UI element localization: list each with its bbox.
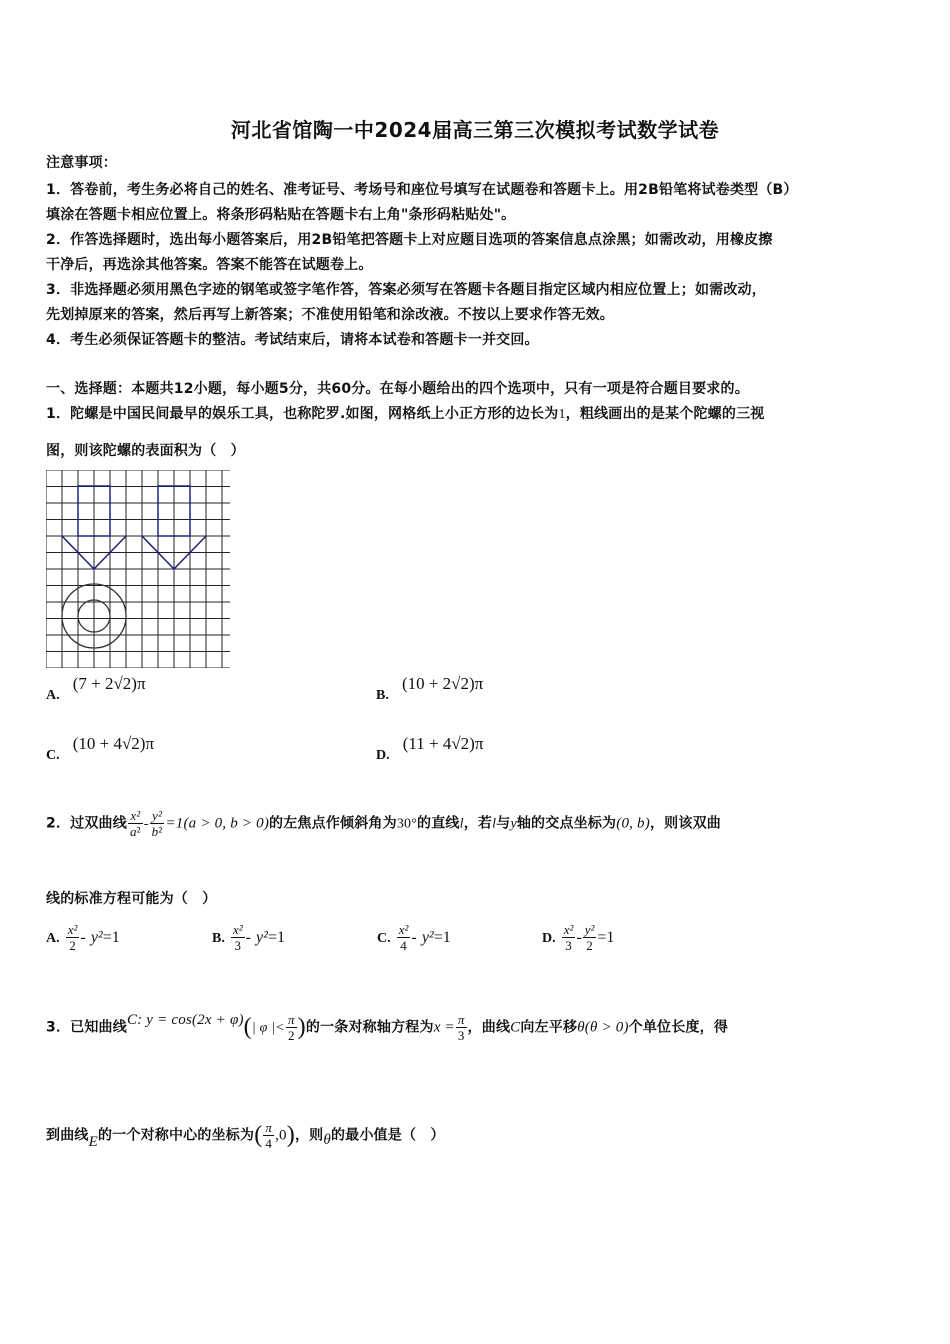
question-3-line-2: 到曲线E的一个对称中心的坐标为( $\frac{\pi}{4}$ ,0)，则θ的最小值是（ ）: [46, 1120, 445, 1151]
section-heading: 一、选择题：本题共12小题，每小题5分，共60分。在每小题给出的四个选项中，只有一项是符合题目要求的。: [46, 381, 749, 397]
q2-option-a: A. $\frac{\text{x²}}{2}$ - y²=1: [46, 922, 120, 953]
question-2-line-1: 2．过双曲线 $\frac{\text{x²}}{\text{a²}}$ - $\frac{\text{y²}}{\text{b²}}$ =1(a > 0, b > 0)的左焦点作倾斜角为30°的直线l，若l与y轴的交点坐标为(0, b)，则该双曲: [46, 808, 721, 839]
q2-option-c: C. $\frac{\text{x²}}{4}$ - y²=1: [377, 922, 451, 953]
q1-option-b: B. (10 + 2√2)π: [376, 674, 484, 703]
question-3-line-1: 3．已知曲线C: y = cos(2x + φ)(| φ |< $\frac{\pi}{2}$ )的一条对称轴方程为x = $\frac{\pi}{3}$ ，曲线C向左平移θ(θ > 0)个单位长度，得: [46, 1011, 729, 1043]
fraction: $\frac{\text{y²}}{\text{b²}}$: [151, 808, 163, 839]
q1-option-a: A. (7 + 2√2)π: [46, 674, 146, 703]
q2-option-b: B. $\frac{\text{x²}}{3}$ - y²=1: [212, 922, 285, 953]
q1-option-c: C. (10 + 4√2)π: [46, 734, 155, 763]
q1-option-d: D. (11 + 4√2)π: [376, 734, 484, 763]
question-1-line-1: 1．陀螺是中国民间最早的娱乐工具，也称陀罗.如图，网格纸上小正方形的边长为1，粗线画出的是某个陀螺的三视: [46, 406, 765, 422]
notice-heading: 注意事项：: [46, 155, 117, 171]
question-1-line-2: 图，则该陀螺的表面积为（ ）: [46, 443, 245, 459]
notice-line: 干净后，再选涂其他答案。答案不能答在试题卷上。: [46, 257, 373, 273]
q2-option-d: D. $\frac{\text{x²}}{3}$ - $\frac{\text{y²}}{2}$ =1: [542, 922, 615, 953]
three-view-figure: [46, 470, 230, 668]
notice-line: 3．非选择题必须用黑色字迹的钢笔或签字笔作答，答案必须写在答题卡各题目指定区域内相应位置上；如需改动，: [46, 282, 766, 298]
notice-line: 1．答卷前，考生务必将自己的姓名、准考证号、考场号和座位号填写在试题卷和答题卡上。用2B铅笔将试卷类型（B）: [46, 182, 798, 198]
page-title: 河北省馆陶一中2024届高三第三次模拟考试数学试卷: [230, 118, 720, 142]
notice-line: 4．考生必须保证答题卡的整洁。考试结束后，请将本试卷和答题卡一并交回。: [46, 332, 539, 348]
notice-line: 2．作答选择题时，选出每小题答案后，用2B铅笔把答题卡上对应题目选项的答案信息点涂黑；如需改动，用橡皮擦: [46, 232, 773, 248]
fraction: $\frac{\text{x²}}{\text{a²}}$: [129, 808, 141, 839]
notice-line: 填涂在答题卡相应位置上。将条形码粘贴在答题卡右上角"条形码粘贴处"。: [46, 207, 516, 223]
notice-line: 先划掉原来的答案，然后再写上新答案；不准使用铅笔和涂改液。不按以上要求作答无效。: [46, 307, 614, 323]
question-2-line-2: 线的标准方程可能为（ ）: [46, 891, 217, 907]
